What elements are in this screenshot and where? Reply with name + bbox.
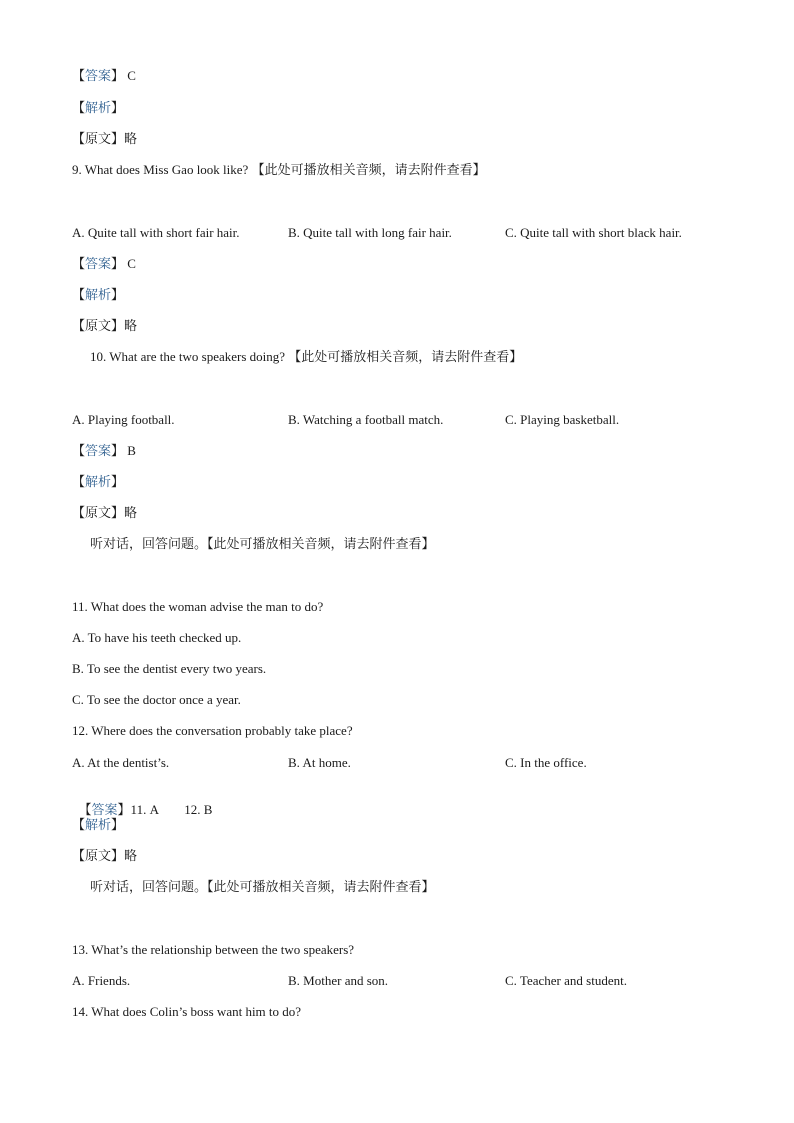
option-c: C. Playing basketball. <box>505 412 620 427</box>
option-a: A. Playing football. <box>72 412 175 427</box>
listen-prompt: 听对话，回答问题。【此处可播放相关音频，请去附件查看】 <box>90 879 435 894</box>
original-line: 【原文】略 <box>72 131 138 146</box>
question-10: 10. What are the two speakers doing? 【此处可播放相关音频，请去附件查看】 <box>90 349 523 364</box>
original-line: 【原文】略 <box>72 505 138 520</box>
answer-value: C <box>127 256 136 271</box>
analysis-label: 【解析】 <box>72 817 125 832</box>
answer-line: 【答案】 C <box>72 68 136 83</box>
answer-value: B <box>127 443 136 458</box>
option-c: C. To see the doctor once a year. <box>72 692 241 707</box>
option-b: B. Mother and son. <box>288 973 389 988</box>
option-a: A. To have his teeth checked up. <box>72 630 242 645</box>
analysis-label: 【解析】 <box>72 100 125 115</box>
analysis-label: 【解析】 <box>72 287 125 302</box>
analysis-label: 【解析】 <box>72 474 125 489</box>
question-9: 9. What does Miss Gao look like? 【此处可播放相关音频，请去附件查看】 <box>72 162 486 177</box>
option-b: B. To see the dentist every two years. <box>72 661 267 676</box>
option-c: C. In the office. <box>505 755 587 770</box>
option-c: C. Teacher and student. <box>505 973 627 988</box>
original-line: 【原文】略 <box>72 848 138 863</box>
answer-value: C <box>127 68 136 83</box>
question-11: 11. What does the woman advise the man to do? <box>72 599 324 614</box>
option-c: C. Quite tall with short black hair. <box>505 225 682 240</box>
answer-value: 11. A 12. B <box>130 802 213 817</box>
option-b: B. At home. <box>288 755 351 770</box>
option-a: A. Quite tall with short fair hair. <box>72 225 240 240</box>
question-14: 14. What does Colin’s boss want him to do? <box>72 1004 302 1019</box>
option-b: B. Quite tall with long fair hair. <box>288 225 452 240</box>
listen-prompt: 听对话，回答问题。【此处可播放相关音频，请去附件查看】 <box>90 536 435 551</box>
answer-line: 【答案】11. A 12. B <box>78 802 213 817</box>
answer-line: 【答案】 C <box>72 256 136 271</box>
option-a: A. At the dentist’s. <box>72 755 170 770</box>
answer-line: 【答案】 B <box>72 443 136 458</box>
original-line: 【原文】略 <box>72 318 138 333</box>
question-13: 13. What’s the relationship between the two speakers? <box>72 942 355 957</box>
question-12: 12. Where does the conversation probably take place? <box>72 723 353 738</box>
option-b: B. Watching a football match. <box>288 412 444 427</box>
option-a: A. Friends. <box>72 973 131 988</box>
